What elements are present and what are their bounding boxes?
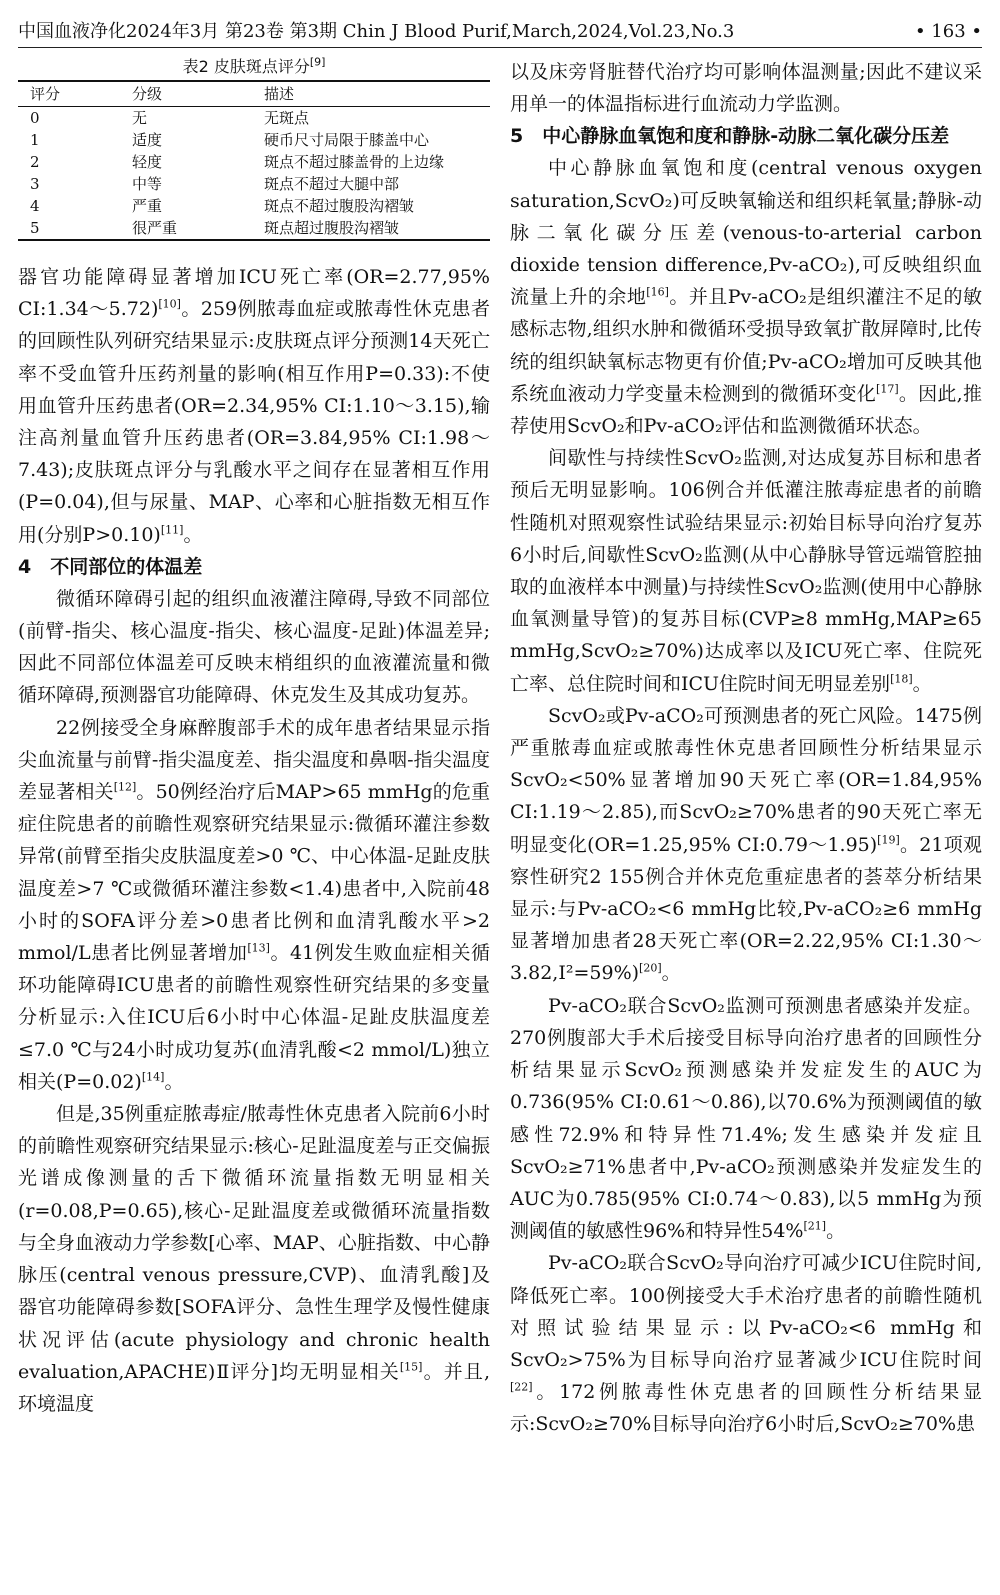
- left-column: [18, 56, 490, 1420]
- table-row: 5 很严重 斑点超过腹股沟褶皱: [18, 217, 490, 240]
- citation-ref: [21]: [803, 1219, 827, 1233]
- table-row: 4 严重 斑点不超过腹股沟褶皱: [30, 197, 415, 215]
- table-skin-mottling: [18, 56, 490, 241]
- paragraph: 微循环障碍引起的组织血液灌注障碍,导致不同部位(前臂-指尖、核心温度-指尖、核心温度-足趾)体温差异;因此不同部位体温差可反映末梢组织的血液灌流量和微循环障碍,预测器官功能障碍、休克发生及其成功复苏。: [18, 587, 490, 707]
- running-header: [18, 20, 982, 48]
- header-rule: [18, 47, 982, 48]
- table-caption-ref: [9]: [309, 55, 326, 69]
- citation-ref: [19]: [877, 833, 900, 847]
- citation-ref: [22]: [510, 1380, 533, 1394]
- paragraph: 但是,35例重症脓毒症/脓毒性休克患者入院前6小时的前瞻性观察研究结果显示:核心-足趾温度差与正交偏振光谱成像测量的舌下微循环流量指数无明显相关(r=0.08,P=0.65),核心-足趾温度差或微循环流量指数与全身血液动力学参数[心率、MAP、心脏指数、中心静脉压(central venous pressure,CVP)、血清乳酸]及器官功能障碍参数[SOFA评分、急性生理学及慢性健康状况评估(acute physiology and chronic health evaluation,APACHE)Ⅱ评分]均无明显相关[15]。并且,环境温度: [18, 1103, 490, 1415]
- col-header-score: 评分: [18, 81, 120, 107]
- paragraph: ScvO₂或Pv-aCO₂可预测患者的死亡风险。1475例严重脓毒血症或脓毒性休克患者回顾性分析结果显示ScvO₂<50%显著增加90天死亡率(OR=1.84,95% CI:1.19～2.85),而ScvO₂≥70%患者的90天死亡率无明显变化(OR=1.25,95% CI:0.79～1.95)[19]。21项观察性研究2 155例合并休克危重症患者的荟萃分析结果显示:与Pv-aCO₂<6 mmHg比较,Pv-aCO₂≥6 mmHg显著增加患者28天死亡率(OR=2.22,95% CI:1.30～3.82,I²=59%)[20]。: [510, 704, 982, 985]
- citation-ref: [20]: [639, 962, 662, 976]
- table-row: 3 中等 斑点不超过大腿中部: [30, 175, 400, 193]
- page-number: • 163 •: [914, 21, 982, 42]
- paragraph: 间歇性与持续性ScvO₂监测,对达成复苏目标和患者预后无明显影响。106例合并低灌注脓毒症患者的前瞻性随机对照观察性试验结果显示:初始目标导向治疗复苏6小时后,间歇性ScvO₂监测(从中心静脉导管远端管腔抽取的血液样本中测量)与持续性ScvO₂监测(使用中心静脉血氧测量导管)的复苏目标(CVP≥8 mmHg,MAP≥65 mmHg,ScvO₂≥70%)达成率以及ICU死亡率、住院死亡率、总住院时间和ICU住院时间无明显差别[18]。: [510, 447, 982, 695]
- paragraph: 以及床旁肾脏替代治疗均可影响体温测量;因此不建议采用单一的体温指标进行血流动力学监测。: [510, 61, 982, 116]
- paragraph: 22例接受全身麻醉腹部手术的成年患者结果显示指尖血流量与前臂-指尖温度差、指尖温度和鼻咽-指尖温度差显著相关[12]。50例经治疗后MAP>65 mmHg的危重症住院患者的前瞻性观察研究结果显示:微循环灌注参数异常(前臂至指尖皮肤温度差>0 ℃、中心体温-足趾皮肤温度差>7 ℃或微循环灌注参数<1.4)患者中,入院前48小时的SOFA评分差>0患者比例和血清乳酸水平>2 mmol/L患者比例显著增加[13]。41例发生败血症相关循环功能障碍ICU患者的前瞻性观察性研究结果的多变量分析显示:入住ICU后6小时中心体温-足趾皮肤温度差≤7.0 ℃与24小时成功复苏(血清乳酸<2 mmol/L)独立相关(P=0.02)[14]。: [18, 716, 490, 1093]
- table-row: 2 轻度 斑点不超过膝盖骨的上边缘: [30, 153, 445, 171]
- paragraph: Pv-aCO₂联合ScvO₂导向治疗可减少ICU住院时间,降低死亡率。100例接受大手术治疗患者的前瞻性随机对照试验结果显示:以Pv-aCO₂<6 mmHg和ScvO₂>75%为目标导向治疗显著减少ICU住院时间[22]。172例脓毒性休克患者的回顾性分析结果显示:ScvO₂≥70%目标导向治疗6小时后,ScvO₂≥70%患: [510, 1252, 982, 1436]
- citation-ref: [10]: [158, 297, 181, 311]
- table-row: 1 适度 硬币尺寸局限于膝盖中心: [30, 131, 430, 149]
- score-table: [18, 80, 490, 241]
- citation-ref: [12]: [113, 780, 137, 794]
- citation-ref: [16]: [646, 285, 669, 299]
- right-column: [510, 56, 982, 1441]
- citation-ref: [18]: [890, 672, 913, 686]
- table-header-row: [18, 81, 490, 107]
- paragraph: 中心静脉血氧饱和度(central venous oxygen saturation,ScvO₂)可反映氧输送和组织耗氧量;静脉-动脉二氧化碳分压差(venous-to-arterial carbon dioxide tension difference,Pv-aCO₂),可反映组织血流量上升的余地[16]。并且Pv-aCO₂是组织灌注不足的敏感标志物,组织水肿和微循环受损导致氧扩散屏障时,比传统的组织缺氧标志物更有价值;Pv-aCO₂增加可反映其他系统血液动力学变量未检测到的微循环变化[17]。因此,推荐使用ScvO₂和Pv-aCO₂评估和监测微循环状态。: [510, 157, 982, 438]
- citation-ref: [17]: [876, 382, 899, 396]
- citation-ref: [13]: [247, 941, 270, 955]
- paragraph: Pv-aCO₂联合ScvO₂监测可预测患者感染并发症。270例腹部大手术后接受目标导向治疗患者的回顾性分析结果显示ScvO₂预测感染并发症发生的AUC为0.736(95% CI:0.61～0.86),以70.6%为预测阈值的敏感性72.9%和特异性71.4%;发生感染并发症且ScvO₂≥71%患者中,Pv-aCO₂预测感染并发症发生的AUC为0.785(95% CI:0.74～0.83),以5 mmHg为预测阈值的敏感性96%和特异性54%[21]。: [510, 994, 982, 1243]
- citation-ref: [11]: [160, 523, 184, 537]
- col-header-grade: 分级: [120, 81, 252, 107]
- citation-ref: [14]: [141, 1070, 165, 1084]
- journal-citation: 中国血液净化2024年3月 第23卷 第3期 Chin J Blood Purif,March,2024,Vol.23,No.3: [18, 21, 735, 42]
- table-row: 0 无 无斑点: [30, 109, 310, 127]
- citation-ref: [15]: [399, 1360, 423, 1374]
- section-heading: 4 不同部位的体温差: [18, 555, 203, 578]
- paragraph: 器官功能障碍显著增加ICU死亡率(OR=2.77,95% CI:1.34～5.72)[10]。259例脓毒血症或脓毒性休克患者的回顾性队列研究结果显示:皮肤斑点评分预测14天死亡率不受血管升压药剂量的影响(相互作用P=0.33):不使用血管升压药患者(OR=2.34,95% CI:1.10～3.15),输注高剂量血管升压药患者(OR=3.84,95% CI:1.98～7.43);皮肤斑点评分与乳酸水平之间存在显著相互作用(P=0.04),但与尿量、MAP、心率和心脏指数无相互作用(分别P>0.10)[11]。: [18, 266, 490, 546]
- col-header-description: 描述: [252, 81, 490, 107]
- section-heading: 5 中心静脉血氧饱和度和静脉-动脉二氧化碳分压差: [510, 125, 950, 148]
- table-caption: 表2 皮肤斑点评分[9]: [182, 55, 326, 76]
